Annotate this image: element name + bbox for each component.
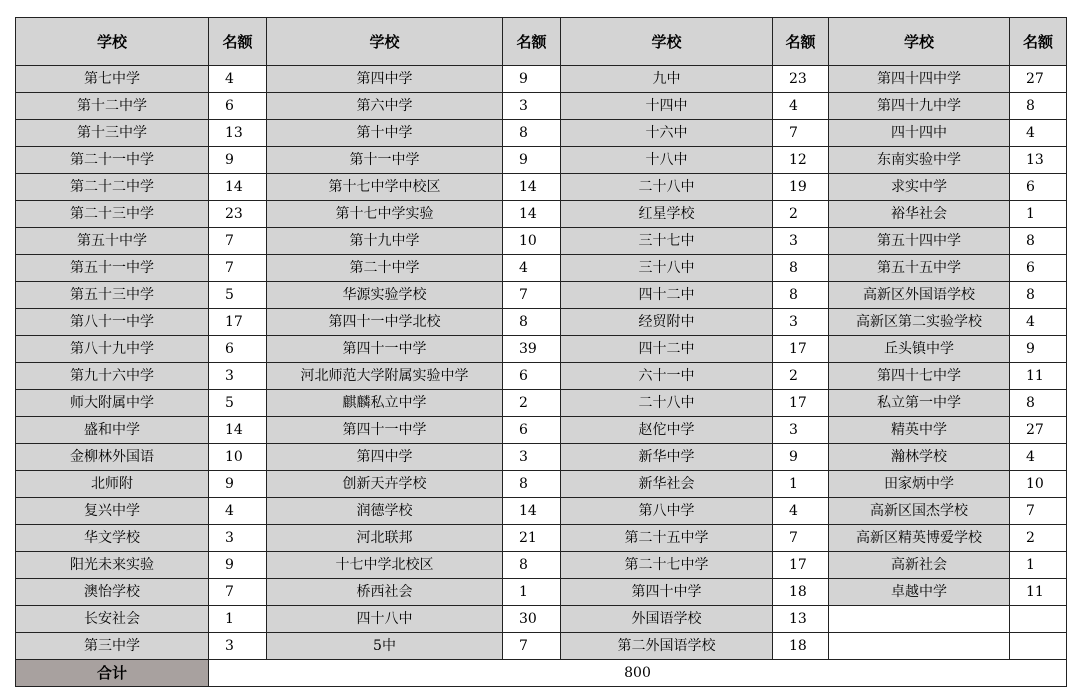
quota-cell: 18: [773, 579, 829, 606]
school-name-cell: 创新天卉学校: [267, 471, 503, 498]
quota-cell: [1010, 606, 1067, 633]
quota-cell: 23: [773, 66, 829, 93]
school-name-cell: 第二十一中学: [16, 147, 209, 174]
school-name-cell: 第四十一中学北校: [267, 309, 503, 336]
header-quota: 名额: [773, 18, 829, 66]
school-name-cell: 四十二中: [561, 336, 773, 363]
quota-cell: 10: [503, 228, 561, 255]
quota-cell: 2: [773, 201, 829, 228]
quota-cell: 5: [209, 282, 267, 309]
quota-cell: 6: [209, 93, 267, 120]
quota-cell: 8: [503, 309, 561, 336]
table-row: [16, 93, 1067, 120]
school-name-cell: 第九十六中学: [16, 363, 209, 390]
quota-cell: 8: [773, 255, 829, 282]
school-name-cell: 十四中: [561, 93, 773, 120]
school-name-cell: 二十八中: [561, 174, 773, 201]
table-row: [16, 471, 1067, 498]
table-row: [16, 444, 1067, 471]
school-name-cell: 澳怡学校: [16, 579, 209, 606]
quota-cell: 6: [1010, 174, 1067, 201]
school-name-cell: 第四中学: [267, 66, 503, 93]
quota-cell: 3: [773, 417, 829, 444]
school-name-cell: 高新区第二实验学校: [829, 309, 1010, 336]
school-name-cell: 师大附属中学: [16, 390, 209, 417]
table-row: [16, 174, 1067, 201]
table-row: [16, 120, 1067, 147]
school-name-cell: 第十九中学: [267, 228, 503, 255]
school-name-cell: 第二外国语学校: [561, 633, 773, 660]
table-row: [16, 498, 1067, 525]
school-name-cell: 第二十五中学: [561, 525, 773, 552]
school-name-cell: 河北联邦: [267, 525, 503, 552]
school-name-cell: 复兴中学: [16, 498, 209, 525]
quota-cell: 14: [209, 174, 267, 201]
table-row: [16, 417, 1067, 444]
quota-cell: 17: [209, 309, 267, 336]
quota-cell: 18: [773, 633, 829, 660]
school-name-cell: 田家炳中学: [829, 471, 1010, 498]
school-name-cell: 第四中学: [267, 444, 503, 471]
school-name-cell: 新华中学: [561, 444, 773, 471]
quota-cell: 8: [773, 282, 829, 309]
quota-cell: 9: [503, 147, 561, 174]
school-name-cell: 十七中学北校区: [267, 552, 503, 579]
school-name-cell: 第五十一中学: [16, 255, 209, 282]
quota-cell: 8: [503, 552, 561, 579]
school-name-cell: 第三中学: [16, 633, 209, 660]
header-school: 学校: [267, 18, 503, 66]
quota-cell: 17: [773, 336, 829, 363]
school-name-cell: [829, 606, 1010, 633]
quota-cell: 12: [773, 147, 829, 174]
school-name-cell: 阳光未来实验: [16, 552, 209, 579]
quota-cell: 8: [1010, 282, 1067, 309]
quota-cell: 8: [1010, 93, 1067, 120]
quota-cell: 3: [773, 309, 829, 336]
school-name-cell: 第八十九中学: [16, 336, 209, 363]
quota-cell: 4: [773, 498, 829, 525]
school-name-cell: 二十八中: [561, 390, 773, 417]
table-row: [16, 606, 1067, 633]
quota-cell: 9: [209, 147, 267, 174]
quota-cell: 4: [1010, 444, 1067, 471]
quota-cell: 1: [503, 579, 561, 606]
school-name-cell: 华文学校: [16, 525, 209, 552]
school-name-cell: 第五十三中学: [16, 282, 209, 309]
quota-cell: 7: [503, 633, 561, 660]
table-row: [16, 201, 1067, 228]
school-name-cell: 第十中学: [267, 120, 503, 147]
school-name-cell: 第四十四中学: [829, 66, 1010, 93]
school-name-cell: 六十一中: [561, 363, 773, 390]
quota-cell: 2: [1010, 525, 1067, 552]
quota-cell: 39: [503, 336, 561, 363]
header-school: 学校: [561, 18, 773, 66]
table-body: [16, 66, 1067, 660]
school-name-cell: 十六中: [561, 120, 773, 147]
quota-cell: 30: [503, 606, 561, 633]
school-name-cell: 高新区精英博爱学校: [829, 525, 1010, 552]
school-name-cell: 卓越中学: [829, 579, 1010, 606]
quota-cell: 27: [1010, 66, 1067, 93]
header-quota: 名额: [503, 18, 561, 66]
school-name-cell: 第二十中学: [267, 255, 503, 282]
quota-cell: 7: [209, 228, 267, 255]
school-name-cell: 第五十中学: [16, 228, 209, 255]
school-name-cell: 外国语学校: [561, 606, 773, 633]
quota-cell: 10: [209, 444, 267, 471]
quota-cell: 9: [209, 471, 267, 498]
school-name-cell: 第十三中学: [16, 120, 209, 147]
table-row: [16, 255, 1067, 282]
quota-cell: 3: [209, 633, 267, 660]
school-name-cell: 华源实验学校: [267, 282, 503, 309]
quota-cell: 3: [503, 444, 561, 471]
school-name-cell: 第四十一中学: [267, 417, 503, 444]
table-row: [16, 579, 1067, 606]
quota-cell: 3: [209, 525, 267, 552]
quota-cell: 9: [503, 66, 561, 93]
school-name-cell: 第四十七中学: [829, 363, 1010, 390]
quota-cell: 21: [503, 525, 561, 552]
quota-cell: 2: [503, 390, 561, 417]
quota-cell: 4: [503, 255, 561, 282]
school-name-cell: 东南实验中学: [829, 147, 1010, 174]
school-name-cell: 瀚林学校: [829, 444, 1010, 471]
school-name-cell: 三十七中: [561, 228, 773, 255]
quota-cell: 6: [1010, 255, 1067, 282]
quota-cell: 11: [1010, 579, 1067, 606]
school-name-cell: 求实中学: [829, 174, 1010, 201]
school-name-cell: 丘头镇中学: [829, 336, 1010, 363]
school-name-cell: 第十二中学: [16, 93, 209, 120]
quota-cell: 4: [209, 498, 267, 525]
quota-cell: 9: [209, 552, 267, 579]
quota-cell: 3: [503, 93, 561, 120]
school-name-cell: 第二十二中学: [16, 174, 209, 201]
quota-cell: 1: [1010, 201, 1067, 228]
total-value: 800: [209, 660, 1067, 687]
school-name-cell: 高新区国杰学校: [829, 498, 1010, 525]
school-name-cell: 盛和中学: [16, 417, 209, 444]
table-row: [16, 633, 1067, 660]
header-quota: 名额: [209, 18, 267, 66]
quota-cell: 9: [1010, 336, 1067, 363]
school-name-cell: 桥西社会: [267, 579, 503, 606]
school-name-cell: 经贸附中: [561, 309, 773, 336]
quota-cell: 4: [209, 66, 267, 93]
school-name-cell: 5中: [267, 633, 503, 660]
school-name-cell: 河北师范大学附属实验中学: [267, 363, 503, 390]
quota-cell: 13: [773, 606, 829, 633]
quota-cell: 6: [503, 417, 561, 444]
quota-cell: 7: [503, 282, 561, 309]
school-name-cell: 第二十三中学: [16, 201, 209, 228]
table-row: [16, 66, 1067, 93]
quota-cell: 8: [503, 120, 561, 147]
school-name-cell: 精英中学: [829, 417, 1010, 444]
school-name-cell: 长安社会: [16, 606, 209, 633]
school-name-cell: 第四十九中学: [829, 93, 1010, 120]
quota-cell: 3: [209, 363, 267, 390]
quota-cell: 7: [1010, 498, 1067, 525]
quota-cell: 13: [1010, 147, 1067, 174]
quota-cell: 8: [1010, 228, 1067, 255]
school-name-cell: 第二十七中学: [561, 552, 773, 579]
quota-cell: 7: [773, 525, 829, 552]
school-name-cell: 第七中学: [16, 66, 209, 93]
quota-cell: 3: [773, 228, 829, 255]
table-row: [16, 147, 1067, 174]
table-row: [16, 336, 1067, 363]
quota-cell: 4: [1010, 120, 1067, 147]
quota-cell: 4: [1010, 309, 1067, 336]
quota-cell: 5: [209, 390, 267, 417]
quota-cell: 6: [209, 336, 267, 363]
quota-cell: 10: [1010, 471, 1067, 498]
school-name-cell: 第十七中学中校区: [267, 174, 503, 201]
table-row: [16, 228, 1067, 255]
table-row: [16, 309, 1067, 336]
quota-cell: 4: [773, 93, 829, 120]
school-name-cell: 十八中: [561, 147, 773, 174]
school-name-cell: 高新区外国语学校: [829, 282, 1010, 309]
quota-cell: 14: [503, 498, 561, 525]
table-row: [16, 363, 1067, 390]
quota-cell: 1: [773, 471, 829, 498]
table-row: [16, 282, 1067, 309]
quota-cell: 7: [773, 120, 829, 147]
school-name-cell: 第四十一中学: [267, 336, 503, 363]
school-name-cell: 三十八中: [561, 255, 773, 282]
quota-cell: 17: [773, 390, 829, 417]
school-name-cell: 第十一中学: [267, 147, 503, 174]
quota-cell: 7: [209, 255, 267, 282]
school-name-cell: 赵佗中学: [561, 417, 773, 444]
school-name-cell: 第五十四中学: [829, 228, 1010, 255]
total-label: 合计: [16, 660, 209, 687]
school-name-cell: 第八中学: [561, 498, 773, 525]
header-quota: 名额: [1010, 18, 1067, 66]
school-name-cell: 裕华社会: [829, 201, 1010, 228]
school-name-cell: 四十八中: [267, 606, 503, 633]
table-row: [16, 390, 1067, 417]
school-name-cell: 私立第一中学: [829, 390, 1010, 417]
quota-cell: 23: [209, 201, 267, 228]
school-name-cell: 金柳林外国语: [16, 444, 209, 471]
header-row: [16, 18, 1067, 66]
quota-cell: 8: [1010, 390, 1067, 417]
quota-cell: 14: [503, 201, 561, 228]
quota-cell: 2: [773, 363, 829, 390]
quota-cell: 9: [773, 444, 829, 471]
school-name-cell: 北师附: [16, 471, 209, 498]
school-quota-table: [15, 17, 1067, 687]
school-name-cell: 高新社会: [829, 552, 1010, 579]
total-row: [16, 660, 1067, 687]
quota-cell: 19: [773, 174, 829, 201]
quota-table-container: [15, 17, 1067, 687]
school-name-cell: 第六中学: [267, 93, 503, 120]
school-name-cell: 四十二中: [561, 282, 773, 309]
school-name-cell: [829, 633, 1010, 660]
school-name-cell: 四十四中: [829, 120, 1010, 147]
table-row: [16, 552, 1067, 579]
school-name-cell: 第四十中学: [561, 579, 773, 606]
school-name-cell: 第十七中学实验: [267, 201, 503, 228]
quota-cell: 1: [209, 606, 267, 633]
quota-cell: 17: [773, 552, 829, 579]
quota-cell: 11: [1010, 363, 1067, 390]
school-name-cell: 九中: [561, 66, 773, 93]
table-row: [16, 525, 1067, 552]
quota-cell: 14: [209, 417, 267, 444]
quota-cell: 27: [1010, 417, 1067, 444]
quota-cell: 13: [209, 120, 267, 147]
header-school: 学校: [16, 18, 209, 66]
quota-cell: 8: [503, 471, 561, 498]
school-name-cell: 润德学校: [267, 498, 503, 525]
quota-cell: 6: [503, 363, 561, 390]
school-name-cell: 麒麟私立中学: [267, 390, 503, 417]
school-name-cell: 新华社会: [561, 471, 773, 498]
school-name-cell: 第八十一中学: [16, 309, 209, 336]
quota-cell: 7: [209, 579, 267, 606]
quota-cell: 14: [503, 174, 561, 201]
school-name-cell: 第五十五中学: [829, 255, 1010, 282]
quota-cell: 1: [1010, 552, 1067, 579]
quota-cell: [1010, 633, 1067, 660]
school-name-cell: 红星学校: [561, 201, 773, 228]
header-school: 学校: [829, 18, 1010, 66]
